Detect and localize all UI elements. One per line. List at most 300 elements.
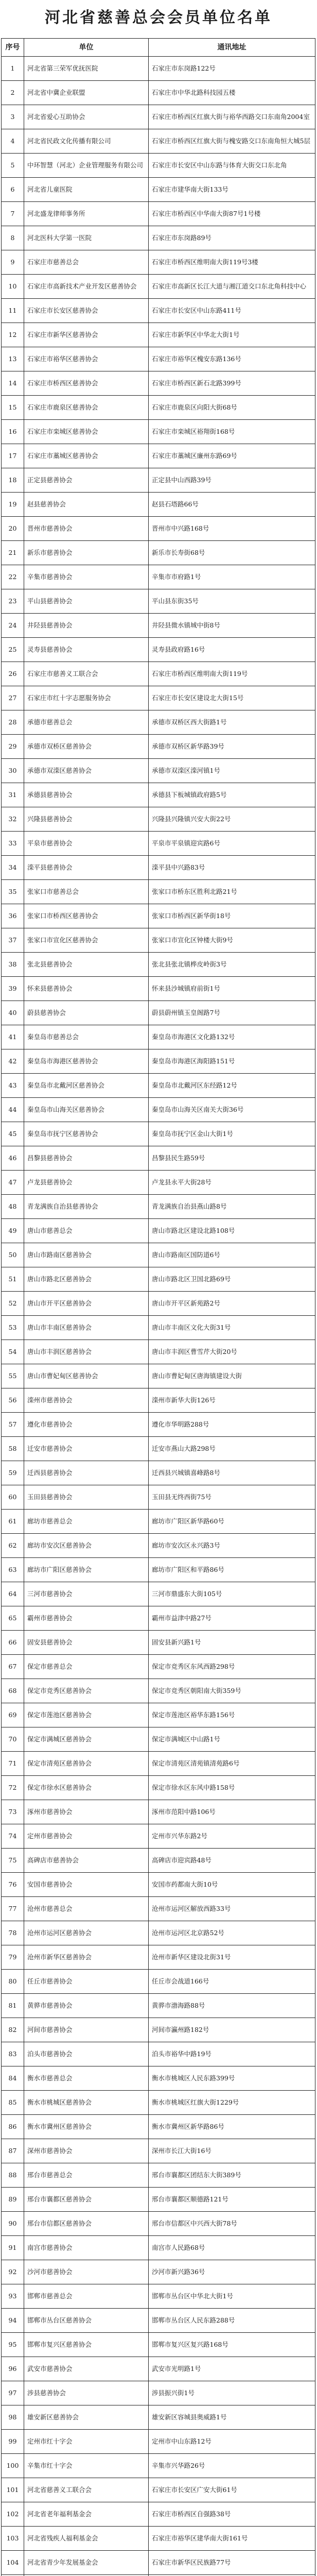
unit-address: 深州市长江大街16号 [149,2139,315,2163]
row-number: 31 [2,783,24,807]
row-number: 30 [2,759,24,783]
unit-name: 高碑店市慈善协会 [24,1849,149,1873]
row-number: 40 [2,1001,24,1025]
table-row [2,396,315,420]
unit-name: 涉县慈善协会 [24,2381,149,2405]
unit-address: 邢台市襄都区团结东大街389号 [149,2163,315,2188]
table-row [2,614,315,638]
row-number: 16 [2,420,24,444]
unit-name: 卢龙县慈善协会 [24,1171,149,1195]
unit-address: 高碑店市迎宾路48号 [149,1849,315,1873]
unit-address: 固安县新兴路1号 [149,1631,315,1655]
unit-address: 承德市双桥区新华路39号 [149,735,315,759]
unit-name: 石家庄市栾城区慈善协会 [24,420,149,444]
row-number: 21 [2,541,24,565]
table-row [2,1655,315,1679]
unit-name: 张家口市桥西区慈善协会 [24,904,149,928]
row-number: 46 [2,1146,24,1171]
unit-address: 廊坊市广阳区新华路60号 [149,1510,315,1534]
row-number: 11 [2,299,24,323]
row-number: 90 [2,2212,24,2236]
table-row [2,1558,315,1582]
row-number: 97 [2,2381,24,2405]
unit-name: 河北省中冀企业联盟 [24,81,149,105]
table-row [2,517,315,541]
row-number: 81 [2,1994,24,2018]
unit-name: 石家庄市鹿泉区慈善协会 [24,396,149,420]
unit-name: 邢台市信都区慈善协会 [24,2212,149,2236]
row-number: 93 [2,2284,24,2309]
row-number: 72 [2,1776,24,1800]
table-row [2,2357,315,2381]
unit-name: 承德市双桥区慈善协会 [24,735,149,759]
unit-address: 沧州市运河区北京路52号 [149,1921,315,1945]
unit-address: 迁西县兴城镇喜峰路8号 [149,1461,315,1485]
table-row [2,444,315,468]
table-row [2,1364,315,1388]
unit-address: 石家庄市新华区民族路77号 [149,2551,315,2575]
row-number: 7 [2,202,24,226]
row-number: 34 [2,856,24,880]
unit-address: 新乐市长寿街68号 [149,541,315,565]
unit-address: 唐山市丰南区文化大街31号 [149,1316,315,1340]
unit-address: 灵寿县政府路16号 [149,638,315,662]
unit-name: 保定市莲池区慈善协会 [24,1703,149,1727]
unit-address: 保定市满城区中山路1号 [149,1727,315,1752]
unit-address: 秦皇岛市山海关区南关大街36号 [149,1098,315,1122]
table-row [2,1582,315,1606]
unit-name: 沧州市新华区慈善协会 [24,1945,149,1970]
unit-address: 赵县石塔路66号 [149,493,315,517]
unit-address: 石家庄市裕华区建华南大街161号 [149,2527,315,2551]
unit-name: 滦州市慈善协会 [24,1388,149,1413]
unit-address: 保定市竞秀区朝阳南大街359号 [149,1679,315,1703]
unit-name: 唐山市开平区慈善协会 [24,1292,149,1316]
unit-address: 衡水市冀州区新华路86号 [149,2115,315,2139]
unit-name: 河北省儿童医院 [24,178,149,202]
unit-name: 承德市双滦区慈善协会 [24,759,149,783]
table-row [2,1292,315,1316]
unit-name: 邯郸市丛台区慈善协会 [24,2309,149,2333]
table-row [2,1171,315,1195]
unit-address: 保定市清苑区清苑镇清苑路6号 [149,1752,315,1776]
unit-name: 河北省残疾人福利基金会 [24,2527,149,2551]
row-number: 101 [2,2478,24,2502]
unit-name: 沧州市运河区慈善协会 [24,1921,149,1945]
table-row [2,2478,315,2502]
row-number: 22 [2,565,24,589]
unit-name: 平山县慈善协会 [24,589,149,614]
table-row [2,1049,315,1074]
unit-name: 河北省青少年发展基金会 [24,2551,149,2575]
unit-name: 秦皇岛市山海关区慈善协会 [24,1098,149,1122]
unit-name: 灵寿县慈善协会 [24,638,149,662]
row-number: 8 [2,226,24,250]
table-row [2,275,315,299]
row-number: 38 [2,953,24,977]
unit-address: 石家庄市建华南大街133号 [149,178,315,202]
row-number: 54 [2,1340,24,1364]
unit-name: 怀来县慈善协会 [24,977,149,1001]
table-row [2,2066,315,2091]
unit-name: 滦平县慈善协会 [24,856,149,880]
table-row [2,1510,315,1534]
unit-name: 河北省慈善义工联合会 [24,2478,149,2502]
row-number: 51 [2,1267,24,1292]
unit-name: 唐山市慈善总会 [24,1219,149,1243]
unit-address: 廊坊市广阳区和平路86号 [149,1558,315,1582]
row-number: 1 [2,57,24,81]
unit-address: 卢龙县永平大街28号 [149,1171,315,1195]
unit-address: 安国市药都南大街10号 [149,1873,315,1897]
table-row [2,2018,315,2042]
unit-name: 唐山市曹妃甸区慈善协会 [24,1364,149,1388]
row-number: 61 [2,1510,24,1534]
unit-address: 石家庄市高新区长江大道与湘江道交口东北角科技中心 [149,275,315,299]
unit-name: 秦皇岛市抚宁区慈善协会 [24,1122,149,1146]
table-row [2,977,315,1001]
unit-address: 正定县中山西路39号 [149,468,315,493]
table-row [2,1413,315,1437]
table-row [2,2236,315,2260]
unit-name: 衡水市冀州区慈善协会 [24,2115,149,2139]
table-row [2,2502,315,2527]
row-number: 64 [2,1582,24,1606]
unit-address: 泊头市裕华中路19号 [149,2042,315,2066]
unit-name: 石家庄市桥西区慈善协会 [24,371,149,396]
table-row [2,1025,315,1049]
row-number: 28 [2,710,24,735]
unit-address: 霸州市益津中路27号 [149,1606,315,1631]
unit-address: 石家庄市藁城区廉州东路69号 [149,444,315,468]
unit-name: 青龙满族自治县慈善协会 [24,1195,149,1219]
unit-name: 晋州市慈善协会 [24,517,149,541]
table-row [2,735,315,759]
table-row [2,371,315,396]
unit-name: 井陉县慈善协会 [24,614,149,638]
table-row [2,1146,315,1171]
row-number: 27 [2,686,24,710]
row-number: 60 [2,1485,24,1510]
unit-name: 秦皇岛市海港区慈善协会 [24,1049,149,1074]
unit-address: 石家庄市东岗路89号 [149,226,315,250]
unit-address: 石家庄市长安区中山东路411号 [149,299,315,323]
row-number: 20 [2,517,24,541]
row-number: 83 [2,2042,24,2066]
table-row [2,1752,315,1776]
table-row [2,2163,315,2188]
row-number: 41 [2,1025,24,1049]
row-number: 26 [2,662,24,686]
member-table [1,38,315,2576]
unit-address: 黄骅市渤海路88号 [149,1994,315,2018]
unit-name: 任丘市慈善协会 [24,1970,149,1994]
row-number: 66 [2,1631,24,1655]
unit-address: 承德市双桥区西大街路1号 [149,710,315,735]
row-number: 9 [2,250,24,275]
unit-address: 平山县东街35号 [149,589,315,614]
table-row [2,202,315,226]
unit-name: 石家庄市红十字志愿服务协会 [24,686,149,710]
unit-address: 石家庄市桥西区维明南大街119号3楼 [149,250,315,275]
unit-address: 晋州市中兴路168号 [149,517,315,541]
unit-address: 廊坊市安次区永兴路3号 [149,1534,315,1558]
table-row [2,1098,315,1122]
row-number: 43 [2,1074,24,1098]
unit-address: 石家庄市桥西区新石北路399号 [149,371,315,396]
row-number: 19 [2,493,24,517]
table-row [2,1824,315,1849]
document-title: 河北省慈善总会会员单位名单 [45,9,272,27]
row-number: 104 [2,2551,24,2575]
unit-address: 涉县振兴街1号 [149,2381,315,2405]
table-row [2,1776,315,1800]
unit-name: 辛集市红十字会 [24,2454,149,2478]
unit-name: 深州市慈善协会 [24,2139,149,2163]
table-row [2,226,315,250]
row-number: 80 [2,1970,24,1994]
table-row [2,2551,315,2575]
unit-name: 石家庄市慈善总会 [24,250,149,275]
unit-address: 怀来县沙城镇府前街1号 [149,977,315,1001]
row-number: 44 [2,1098,24,1122]
row-number: 24 [2,614,24,638]
unit-name: 石家庄市长安区慈善协会 [24,299,149,323]
unit-address: 迁安市燕山大路298号 [149,1437,315,1461]
unit-name: 石家庄市高新技术产业开发区慈善协会 [24,275,149,299]
table-row [2,1437,315,1461]
row-number: 13 [2,347,24,371]
table-row [2,1340,315,1364]
unit-address: 秦皇岛市北戴河区东经路12号 [149,1074,315,1098]
table-row [2,2405,315,2430]
unit-name: 河北省民政文化传播有限公司 [24,129,149,154]
row-number: 55 [2,1364,24,1388]
table-row [2,1945,315,1970]
table-row [2,1122,315,1146]
row-number: 36 [2,904,24,928]
row-number: 89 [2,2188,24,2212]
row-number: 95 [2,2333,24,2357]
unit-name: 邢台市襄都区慈善协会 [24,2188,149,2212]
row-number: 74 [2,1824,24,1849]
table-row [2,759,315,783]
table-row [2,565,315,589]
unit-address: 保定市竞秀区东风西路298号 [149,1655,315,1679]
unit-address: 沧州市运河区解放西路33号 [149,1897,315,1921]
unit-name: 保定市满城区慈善协会 [24,1727,149,1752]
unit-name: 石家庄市藁城区慈善协会 [24,444,149,468]
row-number: 68 [2,1679,24,1703]
table-row [2,2115,315,2139]
row-number: 82 [2,2018,24,2042]
table-row [2,662,315,686]
unit-address: 任丘市会战道166号 [149,1970,315,1994]
unit-address: 石家庄市东岗路122号 [149,57,315,81]
unit-name: 河北省爱心互助协会 [24,105,149,129]
row-number: 100 [2,2454,24,2478]
unit-name: 河间市慈善协会 [24,2018,149,2042]
row-number: 32 [2,807,24,832]
table-row [2,1534,315,1558]
row-number: 87 [2,2139,24,2163]
table-row [2,2188,315,2212]
row-number: 99 [2,2430,24,2454]
unit-name: 定州市慈善协会 [24,1824,149,1849]
table-row [2,2260,315,2284]
table-row [2,1388,315,1413]
row-number: 48 [2,1195,24,1219]
table-row [2,807,315,832]
unit-address: 衡水市桃城区红旗大街1229号 [149,2091,315,2115]
row-number: 94 [2,2309,24,2333]
unit-address: 河间市瀛州路182号 [149,2018,315,2042]
unit-address: 石家庄市桥西区红旗大街与裕华西路交口东南角2004室 [149,105,315,129]
unit-name: 新乐市慈善协会 [24,541,149,565]
unit-name: 沙河市慈善协会 [24,2260,149,2284]
table-row [2,1461,315,1485]
unit-address: 定州市中山东路12号 [149,2430,315,2454]
unit-address: 秦皇岛市海港区文化路132号 [149,1025,315,1049]
table-row [2,1074,315,1098]
row-number: 96 [2,2357,24,2381]
table-row [2,686,315,710]
table-row [2,1800,315,1824]
table-row [2,1897,315,1921]
row-number: 69 [2,1703,24,1727]
table-row [2,57,315,81]
unit-name: 河北医科大学第一医院 [24,226,149,250]
unit-address: 唐山市路北区卫国北路69号 [149,1267,315,1292]
unit-name: 秦皇岛市北戴河区慈善协会 [24,1074,149,1098]
table-row [2,129,315,154]
row-number: 62 [2,1534,24,1558]
unit-name: 迁安市慈善协会 [24,1437,149,1461]
unit-address: 承德市双滦区滦河镇1号 [149,759,315,783]
unit-name: 廊坊市慈善总会 [24,1510,149,1534]
unit-name: 邢台市慈善总会 [24,2163,149,2188]
unit-address: 张家口市桥东区胜利北路21号 [149,880,315,904]
unit-name: 邯郸市慈善总会 [24,2284,149,2309]
unit-address: 沧州市新华区建设北街31号 [149,1945,315,1970]
row-number: 65 [2,1606,24,1631]
row-number: 102 [2,2502,24,2527]
unit-address: 邯郸市丛台区人民东路288号 [149,2309,315,2333]
unit-name: 蔚县慈善协会 [24,1001,149,1025]
table-row [2,1921,315,1945]
unit-name: 保定市清苑区慈善协会 [24,1752,149,1776]
table-row [2,468,315,493]
table-row [2,953,315,977]
unit-name: 张家口市慈善总会 [24,880,149,904]
unit-address: 涿州市范阳中路106号 [149,1800,315,1824]
unit-name: 衡水市桃城区慈善协会 [24,2091,149,2115]
unit-name: 河北省第三荣军优抚医院 [24,57,149,81]
unit-address: 唐山市路南区国防道6号 [149,1243,315,1267]
row-number: 59 [2,1461,24,1485]
unit-address: 雄安新区容城县奥威路1号 [149,2405,315,2430]
table-row [2,1849,315,1873]
unit-name: 中环智慧（河北）企业管理服务有限公司 [24,154,149,178]
table-row [2,1219,315,1243]
unit-address: 邢台市襄都区顺德路121号 [149,2188,315,2212]
unit-name: 保定市竞秀区慈善协会 [24,1679,149,1703]
unit-address: 青龙满族自治县燕山路8号 [149,1195,315,1219]
unit-name: 固安县慈善协会 [24,1631,149,1655]
table-row [2,81,315,105]
header-unit: 单位 [24,39,149,57]
unit-address: 滦州市新华大街126号 [149,1388,315,1413]
table-row [2,1631,315,1655]
table-row [2,493,315,517]
unit-name: 平泉市慈善协会 [24,832,149,856]
unit-name: 廊坊市广阳区慈善协会 [24,1558,149,1582]
unit-name: 秦皇岛市慈善总会 [24,1025,149,1049]
row-number: 98 [2,2405,24,2430]
row-number: 71 [2,1752,24,1776]
unit-name: 正定县慈善协会 [24,468,149,493]
table-row [2,105,315,129]
unit-address: 定州市兴华东路2号 [149,1824,315,1849]
unit-name: 辛集市慈善协会 [24,565,149,589]
table-row [2,1001,315,1025]
unit-address: 秦皇岛市抚宁区金山大街1号 [149,1122,315,1146]
table-row [2,1873,315,1897]
row-number: 92 [2,2260,24,2284]
unit-address: 辛集市兴华路26号 [149,2454,315,2478]
unit-address: 邯郸市丛台区中华北大街1号 [149,2284,315,2309]
table-row [2,589,315,614]
row-number: 18 [2,468,24,493]
unit-address: 石家庄市裕华区槐安东路136号 [149,347,315,371]
table-row [2,1267,315,1292]
unit-name: 安国市慈善协会 [24,1873,149,1897]
unit-address: 唐山市丰润区曹雪芹大街20号 [149,1340,315,1364]
unit-address: 石家庄市中华北路科技园五楼 [149,81,315,105]
table-row [2,1606,315,1631]
table-row [2,2381,315,2405]
row-number: 56 [2,1388,24,1413]
unit-name: 兴隆县慈善协会 [24,807,149,832]
unit-name: 张家口市宣化区慈善协会 [24,928,149,953]
table-row [2,347,315,371]
unit-name: 玉田县慈善协会 [24,1485,149,1510]
unit-name: 泊头市慈善协会 [24,2042,149,2066]
table-row [2,2527,315,2551]
unit-address: 秦皇岛市海港区海阳路151号 [149,1049,315,1074]
table-row [2,1703,315,1727]
table-row [2,856,315,880]
unit-address: 石家庄市桥西区红旗大街与槐安路交口东南角恒大城5层 [149,129,315,154]
unit-address: 张北县张北镇桦皮岭街3号 [149,953,315,977]
header-address: 通讯地址 [149,39,315,57]
table-row [2,299,315,323]
header-no: 序号 [2,39,24,57]
row-number: 6 [2,178,24,202]
unit-address: 承德县下板城镇政府路5号 [149,783,315,807]
unit-address: 武安市光明路1号 [149,2357,315,2381]
unit-address: 石家庄市鹿泉区向阳大街68号 [149,396,315,420]
unit-address: 保定市莲池区裕华东路156号 [149,1703,315,1727]
row-number: 76 [2,1873,24,1897]
unit-name: 霸州市慈善协会 [24,1606,149,1631]
unit-address: 石家庄市长安区建设北大街15号 [149,686,315,710]
row-number: 57 [2,1413,24,1437]
unit-name: 承德市慈善总会 [24,710,149,735]
unit-address: 兴隆县兴隆镇兴安大街22号 [149,807,315,832]
row-number: 12 [2,323,24,347]
table-row [2,2454,315,2478]
